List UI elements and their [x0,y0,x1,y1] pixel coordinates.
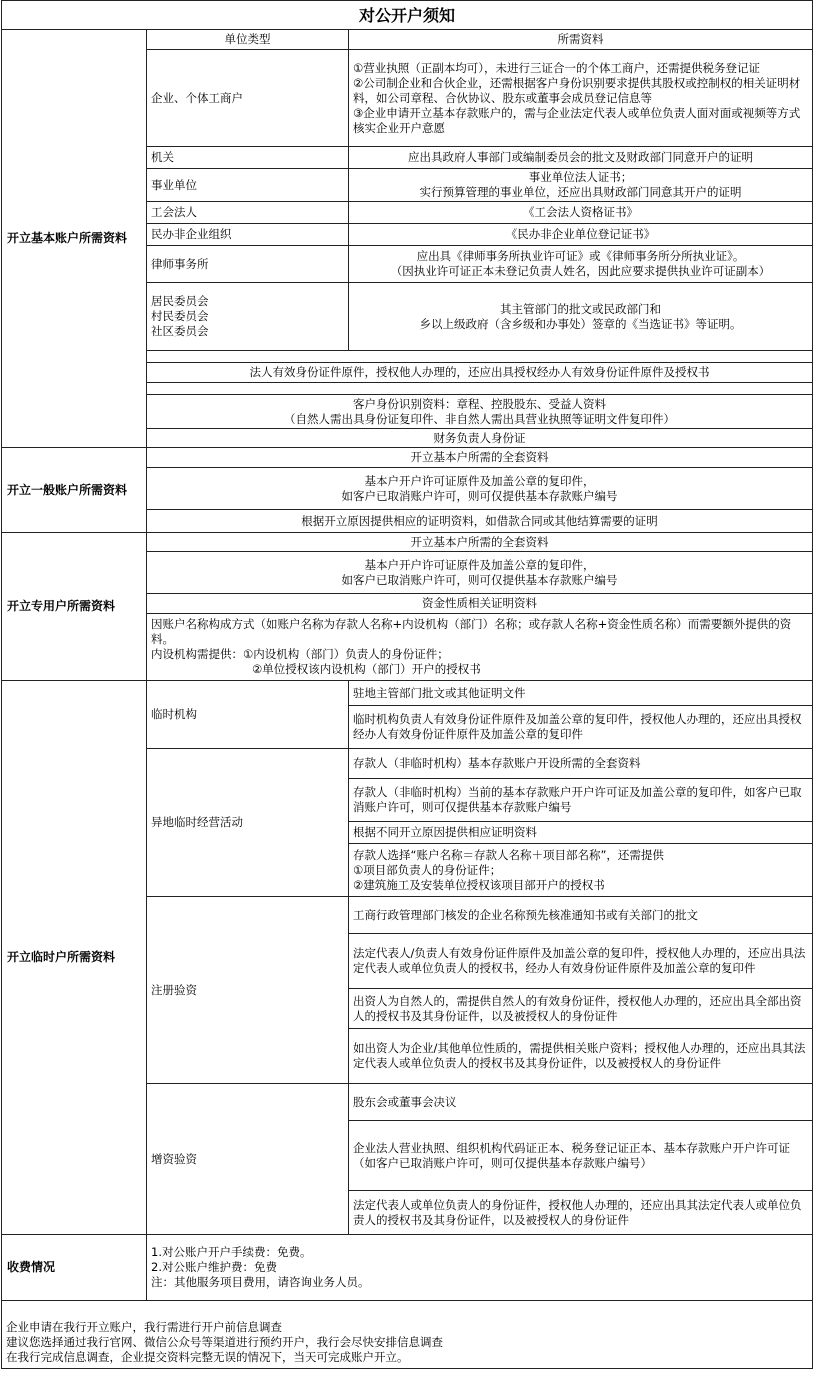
temp-requirement: 如出资人为企业/其他单位性质的，需提供相关账户资料；授权他人办理的，还应出具其法定代表人或单位负责人的授权书及其身份证件，以及被授权人的身份证件 [349,1029,813,1084]
general-requirement: 开立基本户所需的全套资料 [147,448,813,468]
special-requirement: 资金性质相关证明资料 [147,594,813,614]
unit-type-cell: 居民委员会 村民委员会 社区委员会 [147,283,349,351]
special-requirement: 开立基本户所需的全套资料 [147,533,813,552]
temp-requirement: 驻地主管部门批文或其他证明文件 [349,681,813,706]
spacer-cell [2,1301,813,1319]
section-basic-account-label: 开立基本账户所需资料 [2,30,147,448]
header-materials: 所需资料 [349,30,813,50]
fees-text: 1.对公账户开户手续费：免费。 2.对公账户维护费：免费 注：其他服务项目费用，请咨询业务人员。 [147,1235,813,1301]
header-unit-type: 单位类型 [147,30,349,50]
spacer-cell [147,383,813,395]
temp-type-cell: 异地临时经营活动 [147,749,349,897]
unit-type-cell: 工会法人 [147,202,349,224]
section-general-account-label: 开立一般账户所需资料 [2,448,147,533]
common-requirement: 客户身份识别资料：章程、控股股东、受益人资料 （自然人需出具身份证复印件、非自然人需出具营业执照等证明文件复印件） [147,395,813,429]
unit-type-cell: 律师事务所 [147,246,349,283]
unit-type-cell: 机关 [147,147,349,169]
spacer-cell [147,351,813,363]
temp-requirement: 法定代表人或单位负责人的身份证件，授权他人办理的，还应出具其法定代表人或单位负责人的授权书及其身份证件，以及被授权人的身份证件 [349,1191,813,1235]
special-note-line: 因账户名称构成方式（如账户名称为存款人名称+内设机构（部门）名称；或存款人名称+资金性质名称）而需要额外提供的资料。 [151,617,792,646]
temp-requirement: 工商行政管理部门核发的企业名称预先核准通知书或有关部门的批文 [349,897,813,934]
temp-requirement: 存款人选择“账户名称＝存款人名称＋项目部名称”，还需提供 ①项目部负责人的身份证件； ②建筑施工及安装单位授权该项目部开户的授权书 [349,844,813,897]
temp-requirement: 法定代表人/负责人有效身份证件原件及加盖公章的复印件，授权他人办理的，还应出具法定代表人或单位负责人的授权书，经办人有效身份证件原件及加盖公章的复印件 [349,934,813,989]
unit-type-cell: 企业、个体工商户 [147,50,349,147]
temp-type-cell: 注册验资 [147,897,349,1084]
unit-type-cell: 民办非企业组织 [147,224,349,246]
general-requirement: 根据开立原因提供相应的证明资料，如借款合同或其他结算需要的证明 [147,510,813,533]
unit-type-cell: 事业单位 [147,169,349,202]
special-note-line: ②单位授权该内设机构（部门）开户的授权书 [252,662,481,676]
materials-cell: 其主管部门的批文或民政部门和 乡以上级政府（含乡级和办事处）签章的《当选证书》等证明。 [349,283,813,351]
materials-cell: 应出具政府人事部门或编制委员会的批文及财政部门同意开户的证明 [349,147,813,169]
account-opening-notice-table [1,0,813,1369]
temp-requirement: 出资人为自然人的，需提供自然人的有效身份证件，授权他人办理的，还应出具全部出资人的授权书及其身份证件，以及被授权人的身份证件 [349,989,813,1029]
temp-requirement: 临时机构负责人有效身份证件原件及加盖公章的复印件，授权他人办理的，还应出具授权经办人有效身份证件原件及加盖公章的复印件 [349,706,813,749]
page-title: 对公开户须知 [2,1,813,30]
temp-requirement: 企业法人营业执照、组织机构代码证正本、税务登记证正本、基本存款账户开户许可证（如客户已取消账户许可，则可仅提供基本存款账户编号） [349,1121,813,1191]
materials-cell: 应出具《律师事务所执业许可证》或《律师事务所分所执业证》。 （因执业许可证正本未登记负责人姓名，因此应要求提供执业许可证副本） [349,246,813,283]
temp-requirement: 存款人（非临时机构）基本存款账户开设所需的全套资料 [349,749,813,779]
section-special-account-label: 开立专用户所需资料 [2,533,147,681]
materials-cell: ①营业执照（正副本均可），未进行三证合一的个体工商户，还需提供税务登记证 ②公司制企业和合伙企业，还需根据客户身份识别要求提供其股权或控制权的相关证明材料，如公司章程、合伙协议、股东或董事会成员登记信息等 ③企业申请开立基本存款账户的，需与企业法定代表人或单位负责人面对面或视频等方式核实企业开户意愿 [349,50,813,147]
common-requirement: 法人有效身份证件原件，授权他人办理的，还应出具授权经办人有效身份证件原件及授权书 [147,363,813,383]
special-note-line: 内设机构需提供：①内设机构（部门）负责人的身份证件； [151,647,449,661]
common-requirement: 财务负责人身份证 [147,429,813,448]
footer-notice: 企业申请在我行开立账户，我行需进行开户前信息调查 建议您选择通过我行官网、微信公众号等渠道进行预约开户，我行会尽快安排信息调查 在我行完成信息调查，企业提交资料完整无误的情况下，当天可完成账户开立。 [2,1319,813,1369]
temp-requirement: 股东会或董事会决议 [349,1084,813,1121]
materials-cell: 《工会法人资格证书》 [349,202,813,224]
section-temporary-account-label: 开立临时户所需资料 [2,681,147,1235]
general-requirement: 基本户开户许可证原件及加盖公章的复印件， 如客户已取消账户许可，则可仅提供基本存款账户编号 [147,468,813,510]
temp-type-cell: 临时机构 [147,681,349,749]
temp-type-cell: 增资验资 [147,1084,349,1235]
temp-requirement: 根据不同开立原因提供相应证明资料 [349,822,813,844]
special-note-cell [147,614,813,681]
temp-requirement: 存款人（非临时机构）当前的基本存款账户开户许可证及加盖公章的复印件，如客户已取消账户许可，则可仅提供基本存款账户编号 [349,779,813,822]
special-requirement: 基本户开户许可证原件及加盖公章的复印件， 如客户已取消账户许可，则可仅提供基本存款账户编号 [147,552,813,594]
materials-cell: 事业单位法人证书； 实行预算管理的事业单位，还应出具财政部门同意其开户的证明 [349,169,813,202]
section-fees-label: 收费情况 [2,1235,147,1301]
materials-cell: 《民办非企业单位登记证书》 [349,224,813,246]
